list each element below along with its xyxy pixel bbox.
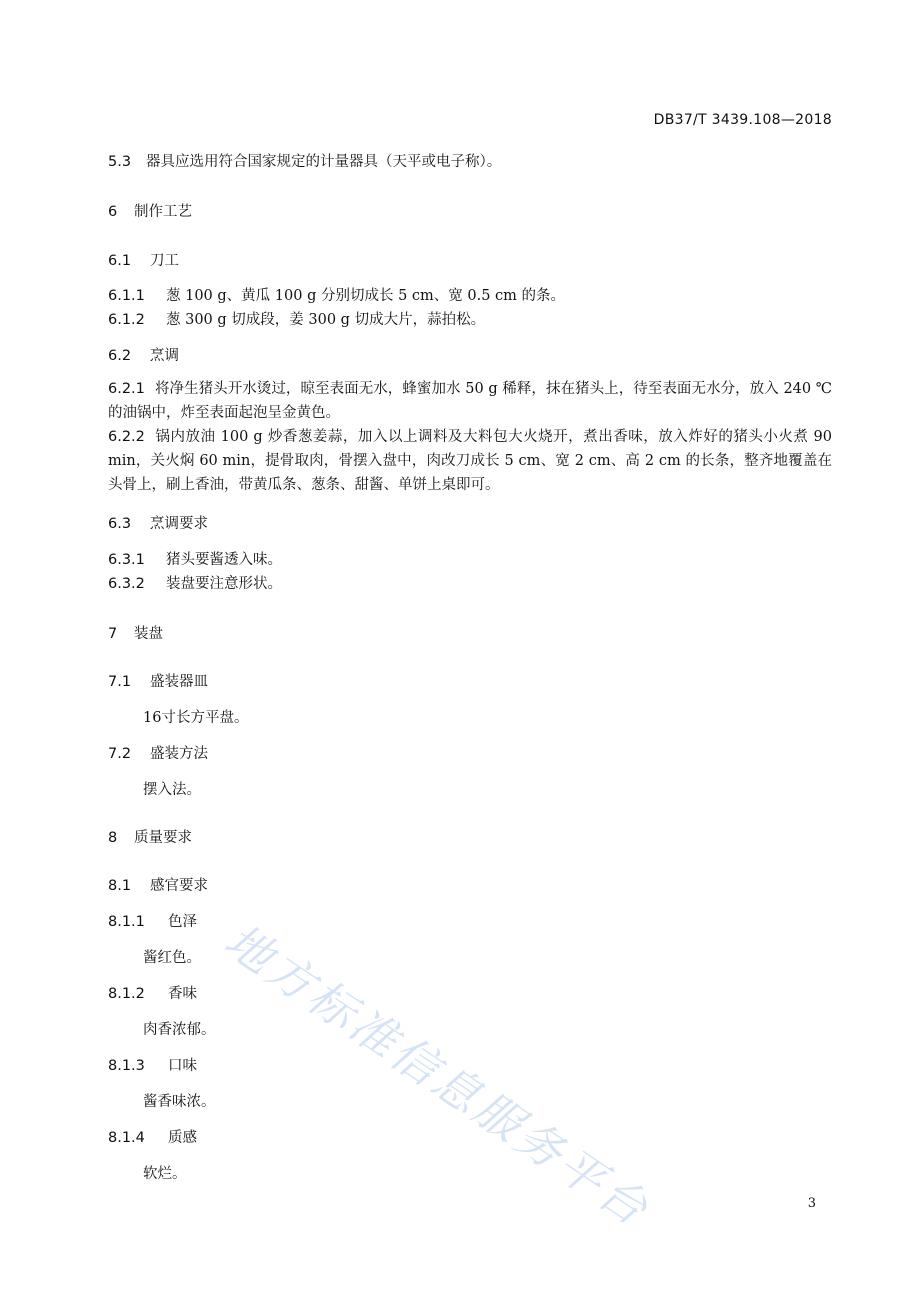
section-number: 7.1 xyxy=(108,674,132,690)
section-title: 口味 xyxy=(168,1058,197,1074)
clause-number: 5.3 xyxy=(108,154,132,170)
section-title: 质量要求 xyxy=(134,830,192,846)
section-title: 制作工艺 xyxy=(134,204,192,220)
section-8-1-heading xyxy=(108,874,208,895)
section-8-heading xyxy=(108,826,192,847)
section-number: 6.3 xyxy=(108,516,132,532)
section-title: 盛装方法 xyxy=(150,746,208,762)
section-8-1-1-body: 酱红色。 xyxy=(143,950,201,966)
section-8-1-4-heading xyxy=(108,1126,197,1147)
clause-6-1-1 xyxy=(108,284,565,305)
section-7-1-body: 16寸长方平盘。 xyxy=(143,710,249,726)
clause-6-3-1 xyxy=(108,548,282,569)
clause-text: 葱 100 g、黄瓜 100 g 分别切成长 5 cm、宽 0.5 cm 的条。 xyxy=(166,288,566,304)
watermark: 地方标准信息服务平台 xyxy=(215,913,660,1238)
page-number: 3 xyxy=(807,1196,816,1211)
section-title: 烹调 xyxy=(150,348,179,364)
section-title: 质感 xyxy=(168,1130,197,1146)
clause-number: 6.3.1 xyxy=(108,552,145,568)
clause-text: 锅内放油 100 g 炒香葱姜蒜，加入以上调料及大料包大火烧开，煮出香味，放入炸好的猪头小火煮 90 min，关火焖 60 min，提骨取肉，骨摆入盘中，肉改刀成长 5 cm、宽 2 cm、高 2 cm 的长条，整齐地覆盖在头骨上，刷上香油，带黄瓜条、葱条、甜酱、单饼上桌即可。 xyxy=(108,429,832,493)
section-title: 色泽 xyxy=(168,914,197,930)
section-number: 8.1.2 xyxy=(108,986,145,1002)
clause-number: 6.1.1 xyxy=(108,288,145,304)
clause-text: 葱 300 g 切成段，姜 300 g 切成大片，蒜拍松。 xyxy=(166,312,486,328)
section-number: 6 xyxy=(108,204,118,220)
section-title: 感官要求 xyxy=(150,878,208,894)
section-number: 7 xyxy=(108,626,118,642)
clause-number: 6.3.2 xyxy=(108,576,145,592)
clause-text: 猪头要酱透入味。 xyxy=(166,552,282,568)
section-title: 烹调要求 xyxy=(150,516,208,532)
section-number: 8.1.1 xyxy=(108,914,145,930)
clause-number: 6.2.1 xyxy=(108,381,145,397)
section-8-1-3-body: 酱香味浓。 xyxy=(143,1094,216,1110)
section-8-1-4-body: 软烂。 xyxy=(143,1166,187,1182)
clause-number: 6.1.2 xyxy=(108,312,145,328)
section-title: 香味 xyxy=(168,986,197,1002)
clause-number: 6.2.2 xyxy=(108,429,145,445)
clause-5-3 xyxy=(108,150,501,171)
section-title: 装盘 xyxy=(134,626,163,642)
section-7-1-heading xyxy=(108,670,208,691)
section-7-2-body: 摆入法。 xyxy=(143,782,201,798)
section-8-1-2-heading xyxy=(108,982,197,1003)
section-7-2-heading xyxy=(108,742,208,763)
section-number: 6.1 xyxy=(108,253,132,269)
section-6-heading xyxy=(108,200,192,221)
clause-text: 将净生猪头开水烫过，晾至表面无水，蜂蜜加水 50 g 稀释，抹在猪头上，待至表面无水分，放入 240 ℃的油锅中，炸至表面起泡呈金黄色。 xyxy=(108,381,832,421)
section-number: 8.1 xyxy=(108,878,132,894)
section-number: 7.2 xyxy=(108,746,132,762)
clause-6-3-2 xyxy=(108,572,282,593)
section-6-3-heading xyxy=(108,512,208,533)
section-6-2-heading xyxy=(108,344,179,365)
clause-6-1-2 xyxy=(108,308,485,329)
document-code: DB37/T 3439.108—2018 xyxy=(653,112,832,128)
clause-text: 装盘要注意形状。 xyxy=(166,576,282,592)
section-number: 8 xyxy=(108,830,118,846)
section-title: 刀工 xyxy=(150,253,179,269)
section-number: 6.2 xyxy=(108,348,132,364)
clause-text: 器具应选用符合国家规定的计量器具（天平或电子称）。 xyxy=(146,154,502,170)
section-number: 8.1.4 xyxy=(108,1130,145,1146)
section-number: 8.1.3 xyxy=(108,1058,145,1074)
section-8-1-1-heading xyxy=(108,910,197,931)
section-8-1-2-body: 肉香浓郁。 xyxy=(143,1022,216,1038)
clause-6-2-2 xyxy=(108,425,832,497)
section-6-1-heading xyxy=(108,249,179,270)
section-8-1-3-heading xyxy=(108,1054,197,1075)
section-7-heading xyxy=(108,622,163,643)
clause-6-2-1 xyxy=(108,377,832,425)
section-title: 盛装器皿 xyxy=(150,674,208,690)
